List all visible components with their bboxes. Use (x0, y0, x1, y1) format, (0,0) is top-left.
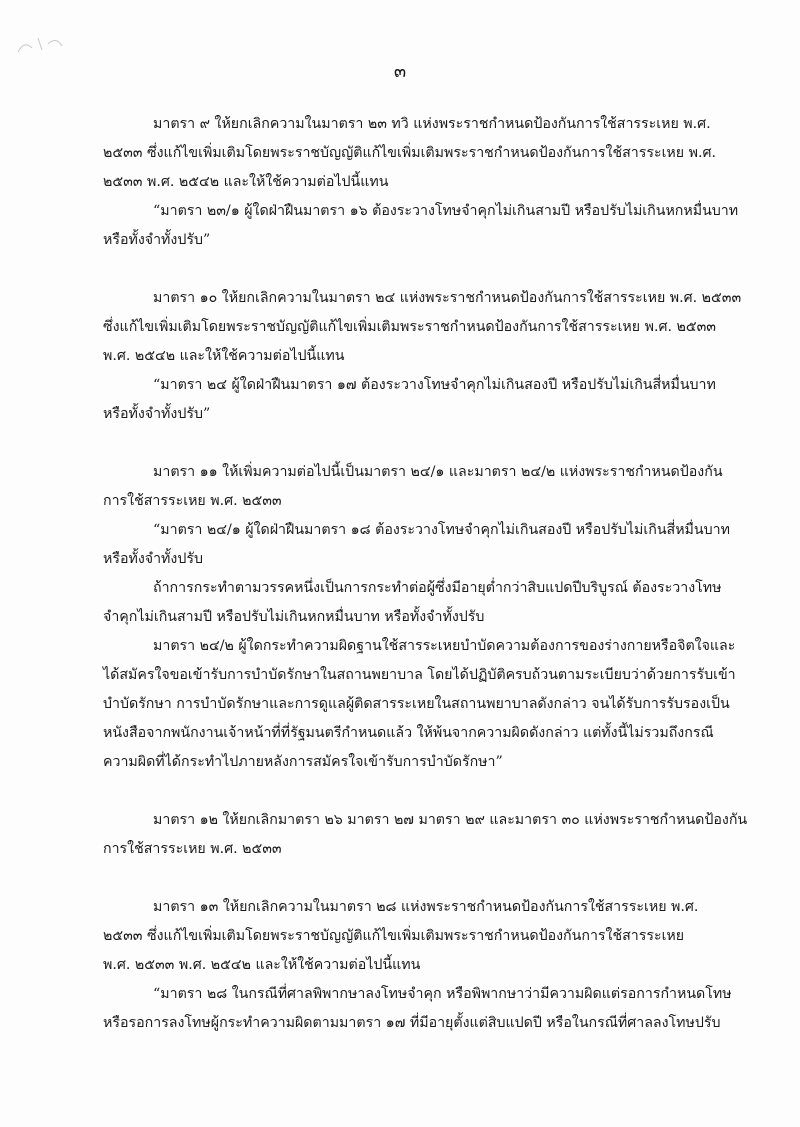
text-line: การใช้สารระเหย พ.ศ. ๒๕๓๓ (103, 493, 282, 509)
text-line: หรือรอการลงโทษผู้กระทำความผิดตามมาตรา ๑๗ ที่มีอายุตั้งแต่สิบแปดปี หรือในกรณีที่ศาลลงโทษปรับ (103, 1015, 721, 1031)
section-article-11 (103, 458, 736, 777)
text-line: ได้สมัครใจขอเข้ารับการบำบัดรักษาในสถานพยาบาล โดยได้ปฏิบัติครบถ้วนตามระเบียบว่าด้วยการรับเข้า (103, 667, 736, 683)
text-line: มาตรา ๑๒ ให้ยกเลิกมาตรา ๒๖ มาตรา ๒๗ มาตรา ๒๙ และมาตรา ๓๐ แห่งพระราชกำหนดป้องกัน (153, 812, 748, 828)
text-line: จำคุกไม่เกินสามปี หรือปรับไม่เกินหกหมื่นบาท หรือทั้งจำทั้งปรับ (103, 609, 485, 625)
section-article-9 (103, 110, 739, 255)
section-gap (103, 255, 711, 284)
text-line: มาตรา ๑๑ ให้เพิ่มความต่อไปนี้เป็นมาตรา ๒๔/๑ และมาตรา ๒๔/๒ แห่งพระราชกำหนดป้องกัน (153, 464, 723, 480)
text-line: หรือทั้งจำทั้งปรับ (103, 551, 203, 567)
text-line: บำบัดรักษา การบำบัดรักษาและการดูแลผู้ติดสารระเหยในสถานพยาบาลดังกล่าว จนได้รับการรับรองเป็น (103, 696, 730, 712)
text-line: มาตรา ๙ ให้ยกเลิกความในมาตรา ๒๓ ทวิ แห่งพระราชกำหนดป้องกันการใช้สารระเหย พ.ศ. (153, 116, 711, 132)
text-line: หรือทั้งจำทั้งปรับ” (103, 232, 211, 248)
page-number: ๓ (393, 61, 407, 82)
text-line: หรือทั้งจำทั้งปรับ” (103, 406, 211, 422)
text-line: “มาตรา ๒๔/๑ ผู้ใดฝ่าฝืนมาตรา ๑๘ ต้องระวางโทษจำคุกไม่เกินสองปี หรือปรับไม่เกินสี่หมื่นบาท (153, 522, 730, 538)
text-line: พ.ศ. ๒๕๔๒ และให้ใช้ความต่อไปนี้แทน (103, 348, 345, 364)
text-line: หนังสือจากพนักงานเจ้าหน้าที่ที่รัฐมนตรีกำหนดแล้ว ให้พ้นจากความผิดดังกล่าว แต่ทั้งนี้ไม่รวมถึงกรณี (103, 725, 714, 741)
text-line: การใช้สารระเหย พ.ศ. ๒๕๓๓ (103, 841, 282, 857)
text-line: “มาตรา ๒๔ ผู้ใดฝ่าฝืนมาตรา ๑๗ ต้องระวางโทษจำคุกไม่เกินสองปี หรือปรับไม่เกินสี่หมื่นบาท (153, 377, 716, 393)
text-line: มาตรา ๒๔/๒ ผู้ใดกระทำความผิดฐานใช้สารระเหยบำบัดความต้องการของร่างกายหรือจิตใจและ (153, 638, 736, 654)
section-gap (103, 429, 711, 458)
section-article-12 (103, 806, 748, 864)
text-line: ความผิดที่ได้กระทำไปภายหลังการสมัครใจเข้ารับการบำบัดรักษา” (103, 754, 503, 770)
text-line: มาตรา ๑๓ ให้ยกเลิกความในมาตรา ๒๘ แห่งพระราชกำหนดป้องกันการใช้สารระเหย พ.ศ. (153, 899, 699, 915)
text-line: ซึ่งแก้ไขเพิ่มเติมโดยพระราชบัญญัติแก้ไขเพิ่มเติมพระราชกำหนดป้องกันการใช้สารระเหย พ.ศ. ๒๕๓๓ (103, 319, 716, 335)
document-body (103, 110, 748, 1038)
section-article-13 (103, 893, 732, 1038)
text-line: ๒๕๓๓ ซึ่งแก้ไขเพิ่มเติมโดยพระราชบัญญัติแก้ไขเพิ่มเติมพระราชกำหนดป้องกันการใช้สารระเหย (103, 928, 685, 944)
section-article-10 (103, 284, 742, 429)
text-line: ๒๕๓๓ ซึ่งแก้ไขเพิ่มเติมโดยพระราชบัญญัติแก้ไขเพิ่มเติมพระราชกำหนดป้องกันการใช้สารระเหย พ.ศ. (103, 145, 716, 161)
text-line: “มาตรา ๒๘ ในกรณีที่ศาลพิพากษาลงโทษจำคุก หรือพิพากษาว่ามีความผิดแต่รอการกำหนดโทษ (153, 986, 732, 1002)
scan-artifact-mark (12, 30, 82, 60)
text-line: ๒๕๓๓ พ.ศ. ๒๕๔๒ และให้ใช้ความต่อไปนี้แทน (103, 174, 389, 190)
text-line: พ.ศ. ๒๕๓๓ พ.ศ. ๒๕๔๒ และให้ใช้ความต่อไปนี้แทน (103, 957, 421, 973)
text-line: ถ้าการกระทำตามวรรคหนึ่งเป็นการกระทำต่อผู้ซึ่งมีอายุต่ำกว่าสิบแปดปีบริบูรณ์ ต้องระวางโทษ (153, 580, 722, 596)
text-line: “มาตรา ๒๓/๑ ผู้ใดฝ่าฝืนมาตรา ๑๖ ต้องระวางโทษจำคุกไม่เกินสามปี หรือปรับไม่เกินหกหมื่นบาท (153, 203, 739, 219)
text-line: มาตรา ๑๐ ให้ยกเลิกความในมาตรา ๒๔ แห่งพระราชกำหนดป้องกันการใช้สารระเหย พ.ศ. ๒๕๓๓ (153, 290, 742, 306)
section-gap (103, 777, 711, 806)
section-gap (103, 864, 711, 893)
